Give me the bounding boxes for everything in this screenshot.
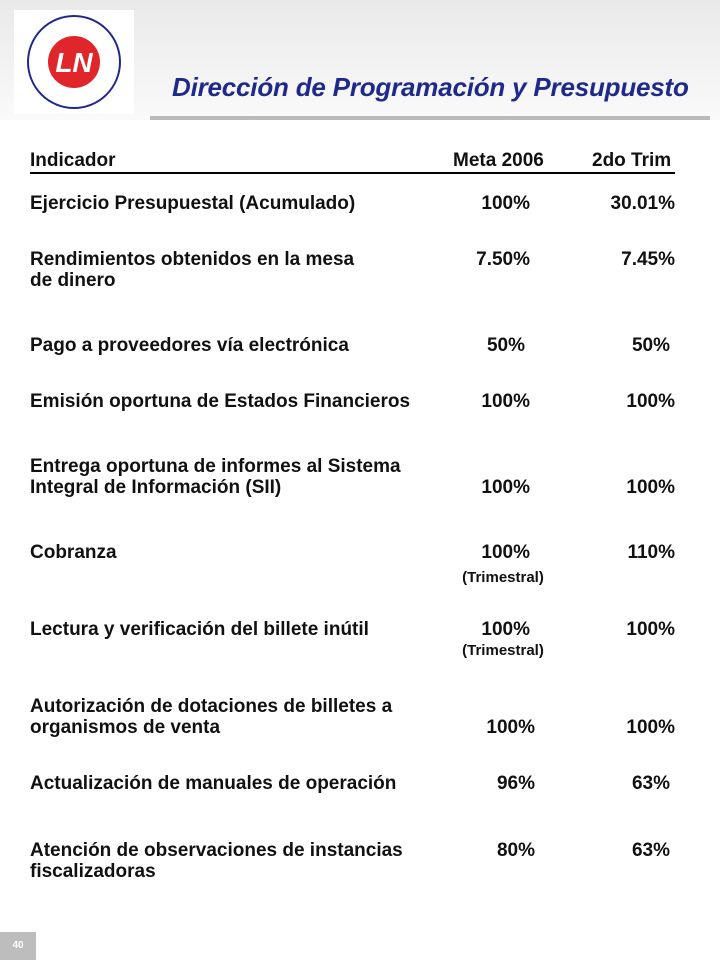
page-number: 40	[0, 932, 36, 960]
meta-value: 100%	[481, 477, 530, 498]
indicator-label: Emisión oportuna de Estados Financieros	[30, 391, 411, 412]
logo-mark: LN	[55, 47, 93, 78]
table-row	[30, 840, 690, 900]
column-header-meta: Meta 2006	[453, 150, 544, 171]
meta-value: 100%	[481, 619, 530, 640]
trim-value: 100%	[626, 717, 675, 738]
meta-value: 100%	[486, 717, 535, 738]
meta-value: 100%	[481, 193, 530, 214]
indicator-label: Rendimientos obtenidos en la mesa de dinero	[30, 249, 355, 291]
trim-value: 63%	[631, 840, 670, 861]
column-header-trim: 2do Trim	[592, 150, 672, 171]
page-title: Dirección de Programación y Presupuesto	[172, 72, 689, 102]
trim-value: 100%	[626, 619, 675, 640]
table-row	[30, 696, 690, 756]
periodicity-note: (Trimestral)	[462, 642, 544, 659]
meta-value: 50%	[486, 335, 525, 356]
indicator-label: Cobranza	[30, 542, 117, 563]
trim-value: 7.45%	[621, 249, 675, 270]
meta-value: 100%	[481, 391, 530, 412]
table-row	[30, 773, 690, 833]
table-row	[30, 456, 690, 516]
table-row	[30, 249, 690, 309]
table-row	[30, 542, 690, 602]
indicator-label: Ejercicio Presupuestal (Acumulado)	[30, 193, 356, 214]
table-row	[30, 391, 690, 451]
header-underline	[30, 172, 675, 174]
trim-value: 30.01%	[610, 193, 675, 214]
header-rule	[150, 116, 710, 120]
table-row	[30, 335, 690, 395]
trim-value: 63%	[631, 773, 670, 794]
indicator-label: Entrega oportuna de informes al Sistema Integral de Información (SII)	[30, 456, 401, 498]
trim-value: 100%	[626, 391, 675, 412]
trim-value: 110%	[627, 542, 675, 563]
meta-value: 100%	[481, 542, 530, 563]
table-row	[30, 619, 690, 679]
trim-value: 100%	[626, 477, 675, 498]
indicator-label: Autorización de dotaciones de billetes a organismos de venta	[30, 696, 393, 738]
trim-value: 50%	[631, 335, 670, 356]
indicator-label: Actualización de manuales de operación	[30, 773, 397, 794]
indicator-label: Lectura y verificación del billete inútil	[30, 619, 369, 640]
meta-value: 96%	[496, 773, 535, 794]
indicator-label: Atención de observaciones de instancias fiscalizadoras	[30, 840, 403, 882]
column-header-indicator: Indicador	[30, 150, 116, 171]
loteria-nacional-logo	[14, 10, 134, 114]
periodicity-note: (Trimestral)	[462, 569, 544, 586]
indicator-label: Pago a proveedores vía electrónica	[30, 335, 349, 356]
meta-value: 7.50%	[476, 249, 530, 270]
table-row	[30, 193, 690, 253]
meta-value: 80%	[496, 840, 535, 861]
